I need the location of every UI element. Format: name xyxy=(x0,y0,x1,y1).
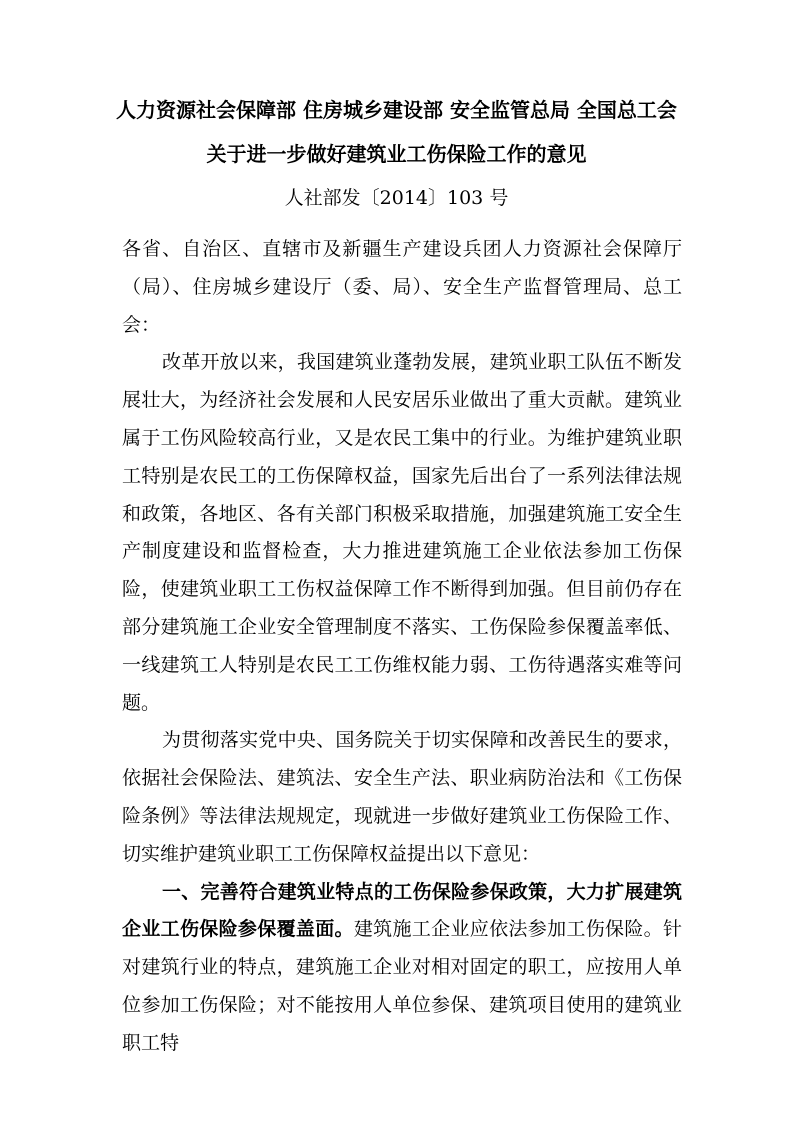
body-paragraph-2: 为贯彻落实党中央、国务院关于切实保障和改善民生的要求，依据社会保险法、建筑法、安全生产法、职业病防治法和《工伤保险条例》等法律法规规定，现就进一步做好建筑业工伤保险工作、切实维护建筑业职工工伤保障权益提出以下意见： xyxy=(122,729,682,865)
section-1-heading: 一、完善符合建筑业特点的工伤保险参保政策，大力扩展建筑企业工伤保险参保覆盖面。 xyxy=(122,880,682,941)
section-1-paragraph xyxy=(122,874,682,1063)
body-paragraph-1: 改革开放以来，我国建筑业蓬勃发展，建筑业职工队伍不断发展壮大，为经济社会发展和人民安居乐业做出了重大贡献。建筑业属于工伤风险较高行业，又是农民工集中的行业。为维护建筑业职工特别是农民工的工伤保障权益，国家先后出台了一系列法律法规和政策，各地区、各有关部门积极采取措施，加强建筑施工安全生产制度建设和监督检查，大力推进建筑施工企业依法参加工伤保险，使建筑业职工工伤权益保障工作不断得到加强。但目前仍存在部分建筑施工企业安全管理制度不落实、工伤保险参保覆盖率低、一线建筑工人特别是农民工工伤维权能力弱、工伤待遇落实难等问题。 xyxy=(122,351,682,714)
document-number: 人社部发〔2014〕103 号 xyxy=(284,187,509,209)
document-title-line2: 关于进一步做好建筑业工伤保险工作的意见 xyxy=(206,142,587,166)
section-1-text: 建筑施工企业应依法参加工伤保险。针对建筑行业的特点，建筑施工企业对相对固定的职工，应按用人单位参加工伤保险；对不能按用人单位参保、建筑项目使用的建筑业职工特 xyxy=(122,918,682,1054)
addressees-paragraph: 各省、自治区、直辖市及新疆生产建设兵团人力资源社会保障厅（局）、住房城乡建设厅（委、局）、安全生产监督管理局、总工会： xyxy=(122,238,682,336)
document-title-line1: 人力资源社会保障部 住房城乡建设部 安全监管总局 全国总工会 xyxy=(116,98,677,122)
document-body xyxy=(122,231,682,1063)
